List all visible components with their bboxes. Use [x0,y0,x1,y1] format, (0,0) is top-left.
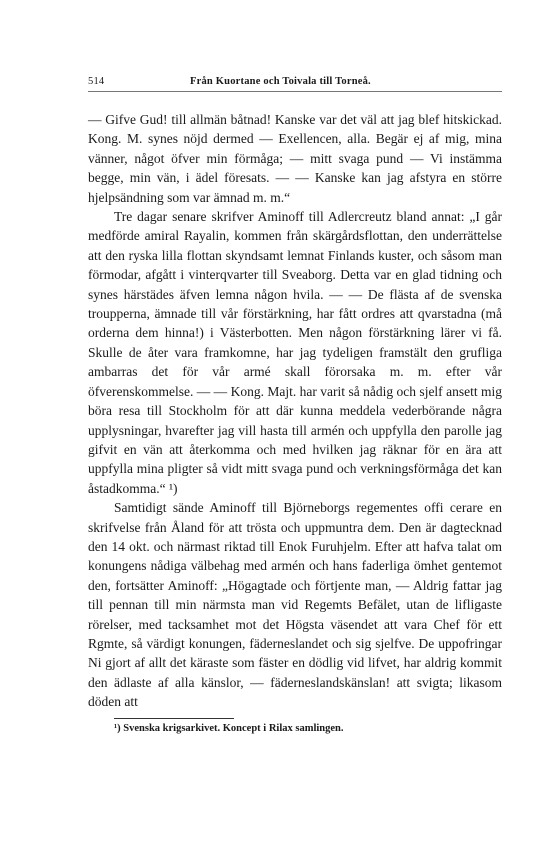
running-title: Från Kuortane och Toivala till Torneå. [190,76,371,87]
paragraph-3: Samtidigt sände Aminoff till Björneborgs regementes offi cerare en skrifvelse från Åland för att trösta och uppmuntra dem. Den är dagtecknad den 14 okt. och närmast riktad till Enok Furuhjelm. Efter att hafva talat om konungens nådiga välbehag med armén och hans faderliga ömhet gentemot den, fortsätter Aminoff: „Högagtade och förtjente man, — Aldrig fattar jag till pennan till min närmsta man vid Regemts Befälet, utan de lifligaste rörelser, med tacksamhet mot det Högsta väsendet att vara Chef för ett Rgmte, så värdigt konungen, fäderneslandet och sig sjelfve. De uppofringar Ni gjort af allt det käraste som fäster en dödlig vid lifvet, har aldrig kommit den ädlaste af alla känslor, — fäderneslandskänslan! att svigta; likasom döden att [88,500,502,710]
page-header [88,76,502,92]
footnote-rule [114,718,234,719]
footnote: ¹) Svenska krigsarkivet. Koncept i Rilax samlingen. [114,722,344,734]
header-rule [88,91,502,92]
book-page [88,76,502,734]
paragraph-1: — Gifve Gud! till allmän båtnad! Kanske var det väl att jag blef hitskickad. Kong. M. synes nöjd dermed — Exellencen, alla. Begär ej af mig, mina vänner, något öfver min förmåga; — mitt svaga pund — Vi instämma begge, min vän, i ädel föresats. — — Kanske kan jag afstyra en större hjelpsändning som var ämnad m. m.“ [88,112,502,205]
paragraph-2: Tre dagar senare skrifver Aminoff till Adlercreutz bland annat: „I går medförde amiral Rayalin, kommen från skärgårdsflottan, den underrättelse att den ryska lilla flottan skyndsamt lemnat Finlands kuster, och såsom man förmodar, afgått i vinterqvarter till Sveaborg. Detta var en glad tidning och synes härstädes äfven lemna någon hvila. — — De flästa af de svenska troupperna, ämnade till vår förstärkning, har fått ordres att qvarstadna (må orderna dem hinna!) i Västerbotten. Men någon förstärkning lärer vi få. Skulle de åter vara framkomne, har jag tydeligen framstält den grufliga ambarras det för vår armé skall förorsaka m. m. efter vår öfverenskommelse. — — Kong. Majt. har varit så nådig och sjelf ansett mig böra resa till Stockholm för att där kunna meddela vederbörande några upplysningar, hvarefter jag vill hasta till armén och uppfylla den parolle jag gifvit en vän att återkomma och med hvilken jag räknar för en ära att uppfylla mina pligter så vidt mitt svaga pund och verkningsförmåga det kan åstadkomma.“ ¹) [88,209,502,496]
page-number: 514 [88,76,105,87]
body-text [88,110,502,712]
